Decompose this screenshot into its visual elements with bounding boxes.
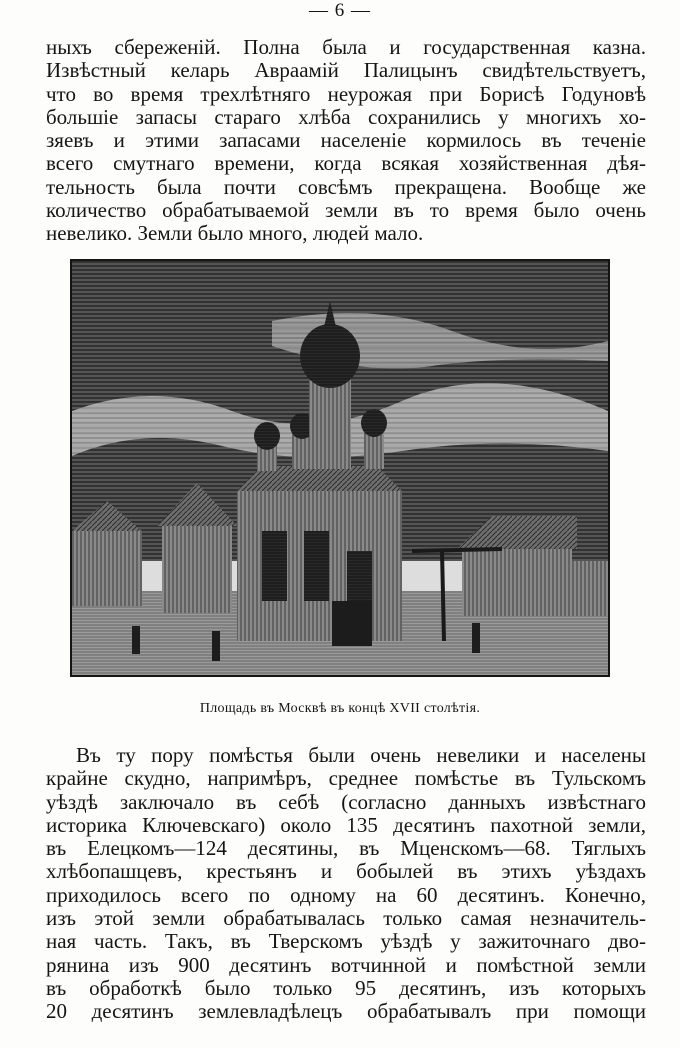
text-line: зяевъ и этими запасами населеніе кормилось въ теченіе: [46, 128, 646, 153]
text-line: Извѣстный келарь Авраамій Палицынъ свидѣтельствуетъ,: [46, 58, 646, 83]
wooden-house: [72, 531, 142, 606]
text-line: въ обработкѣ было только 95 десятинъ, изъ которыхъ: [46, 975, 646, 1000]
text-line: тельность была почти совсѣмъ прекращена. Вообще же: [46, 174, 646, 199]
text-line: историка Ключевскаго) около 135 десятинъ пахотной земли,: [46, 812, 646, 837]
text-line: ныхъ сбереженій. Полна была и государственная казна.: [46, 35, 646, 59]
figure-caption: Площадь въ Москвѣ въ концѣ XVII столѣтія.: [199, 701, 481, 716]
text-line: 20 десятинъ землевладѣлецъ обрабатывалъ при помощи: [46, 999, 646, 1024]
wooden-house: [572, 561, 608, 616]
text-line: изъ этой земли обрабатывалась только самая незначитель-: [46, 906, 646, 931]
wooden-house: [462, 546, 572, 616]
church-door: [332, 601, 372, 646]
text-line: ная часть. Такъ, въ Тверскомъ уѣздѣ у зажиточнаго дво-: [46, 929, 646, 954]
small-dome: [361, 409, 387, 437]
wooden-house: [162, 523, 232, 613]
figure: [212, 631, 220, 661]
text-line: уѣздѣ заключало въ себѣ (согласно данныхъ извѣстнаго: [46, 789, 646, 814]
text-line: что во время трехлѣтняго неурожая при Борисѣ Годуновѣ: [46, 81, 646, 106]
wooden-beam: [412, 549, 502, 551]
text-line: рянина изъ 900 десятинъ вотчинной и помѣстной земли: [46, 952, 646, 977]
text-line: приходилось всего по одному на 60 десятинъ. Конечно,: [46, 882, 646, 907]
paragraph-1: [46, 36, 646, 246]
wooden-post: [442, 551, 444, 641]
paragraph-2: [46, 744, 646, 1024]
church-window: [304, 531, 329, 601]
figure: [132, 626, 140, 654]
text-line: крайне скудно, напримѣръ, среднее помѣстье въ Тульскомъ: [46, 766, 646, 791]
text-line: большіе запасы стараго хлѣба сохранились у многихъ хо-: [46, 104, 646, 129]
figure: [472, 623, 480, 653]
engraving-moscow-square: [70, 259, 610, 677]
text-line: хлѣбопашцевъ, крестьянъ и бобылей въ этихъ уѣздахъ: [46, 859, 646, 884]
church-window: [262, 531, 287, 601]
text-line: Въ ту пору помѣстья были очень невелики и населены: [76, 743, 646, 767]
text-line: въ Елецкомъ—124 десятины, въ Мценскомъ—68. Тяглыхъ: [46, 836, 646, 861]
text-line: всего смутнаго времени, когда всякая хозяйственная дѣя-: [46, 151, 646, 176]
main-onion-dome: [300, 324, 360, 388]
text-line: количество обрабатываемой земли въ то время было очень: [46, 198, 646, 223]
text-line: невелико. Земли было много, людей мало.: [46, 221, 424, 246]
small-dome: [254, 422, 280, 450]
page-number: — 6 —: [309, 0, 371, 21]
main-drum: [309, 379, 351, 469]
